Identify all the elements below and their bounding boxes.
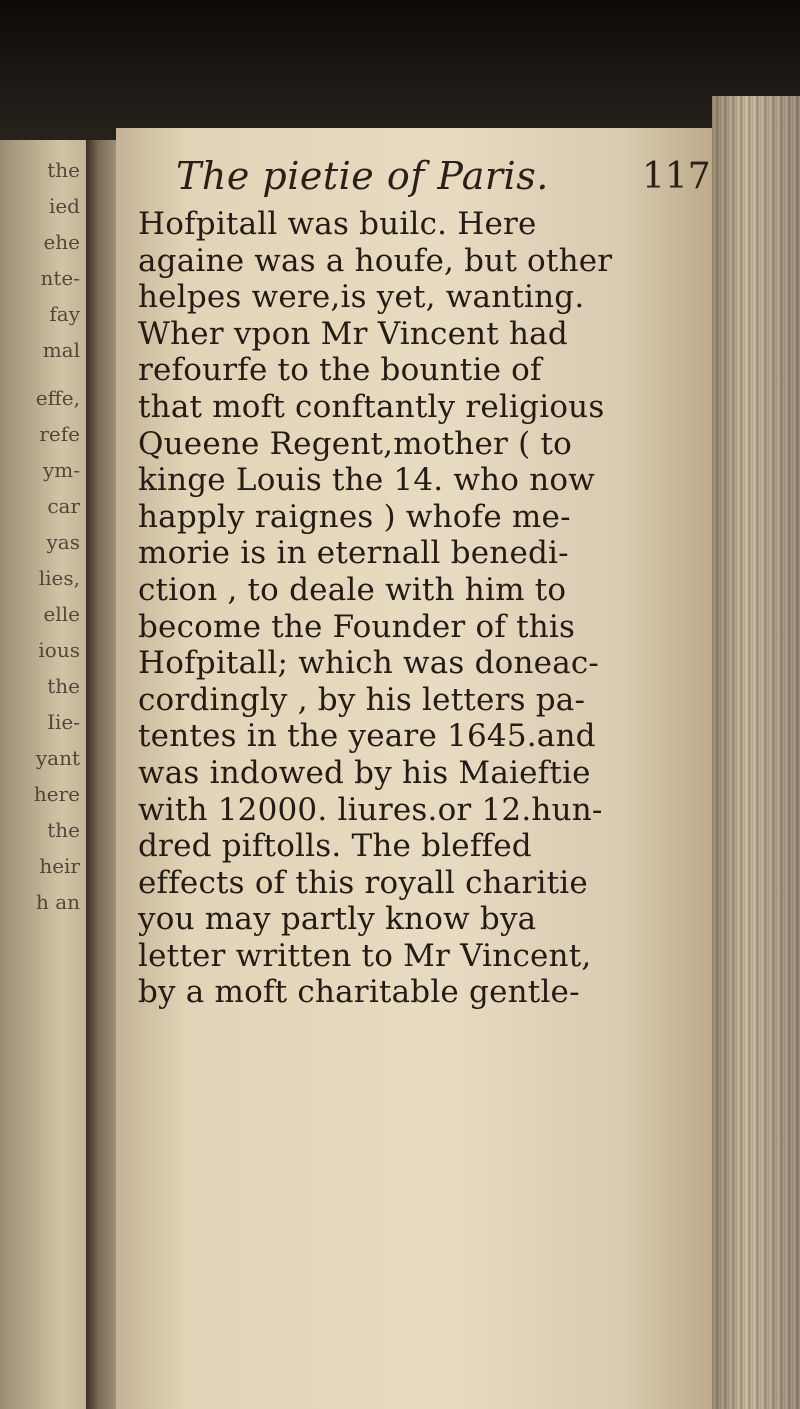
facing-page-fragment: the (47, 674, 80, 698)
text-line: Queene Regent,mother ( to (138, 425, 572, 462)
running-head (150, 154, 710, 198)
facing-page-fragment: the (47, 158, 80, 182)
text-line: happly raignes ) whofe me- (138, 498, 571, 535)
facing-page-fragment: fay (49, 302, 80, 326)
text-line: helpes were,is yet, wanting. (138, 279, 585, 316)
text-line: dred piftolls. The bleffed (138, 828, 532, 865)
text-line: tentes in the yeare 1645.and (138, 718, 596, 755)
text-line: by a moft charitable gentle- (138, 974, 580, 1011)
facing-page-fragment: lies, (38, 566, 80, 590)
facing-page-fragment: ious (38, 638, 80, 662)
facing-page-fragment: h an (35, 890, 80, 914)
facing-page-fragment: ied (48, 194, 80, 218)
facing-page-fragment: yas (46, 530, 80, 554)
facing-page-fragment: refe (39, 422, 80, 446)
text-line: kinge Louis the 14. who now (138, 462, 595, 499)
running-head-title: The pietie of Paris. (176, 154, 549, 198)
facing-page-fragment: ehe (43, 230, 80, 254)
facing-page-fragment: elle (43, 602, 80, 626)
text-line: morie is in eternall benedi- (138, 535, 569, 572)
page-number: 117 (642, 156, 711, 197)
text-line: againe was a houfe, but other (138, 242, 613, 279)
facing-page-fragment: mal (42, 338, 80, 362)
text-line: that moft conftantly religious (138, 388, 605, 425)
text-line: become the Founder of this (138, 608, 576, 645)
text-line: Hofpitall; which was doneac- (138, 645, 600, 682)
fore-edge-shadow (712, 96, 800, 1409)
text-line: ction , to deale with him to (138, 571, 567, 608)
text-line: with 12000. liures.or 12.hun- (138, 791, 603, 828)
text-line: refourfe to the bountie of (138, 352, 542, 389)
facing-page-fragment: effe, (35, 386, 80, 410)
text-line: cordingly , by his letters pa- (138, 681, 586, 718)
facing-page-fragment: Iie- (47, 710, 80, 734)
body-text (138, 206, 718, 1011)
facing-page-edge (0, 140, 88, 1409)
text-line: Wher vpon Mr Vincent had (138, 315, 568, 352)
text-line: was indowed by his Maieftie (138, 754, 591, 791)
text-line: letter written to Mr Vincent, (138, 937, 592, 974)
facing-page-fragment: heir (39, 854, 80, 878)
facing-page-fragment: car (47, 494, 80, 518)
text-line: you may partly know bya (138, 901, 537, 938)
text-line: effects of this royall charitie (138, 864, 588, 901)
facing-page-fragment: yant (35, 746, 80, 770)
text-line: Hofpitall was builc. Here (138, 206, 537, 242)
facing-page-fragment: ym- (42, 458, 80, 482)
facing-page-fragment: here (33, 782, 80, 806)
book-gutter (86, 140, 118, 1409)
facing-page-fragment: nte- (40, 266, 80, 290)
facing-page-fragment: the (47, 818, 80, 842)
